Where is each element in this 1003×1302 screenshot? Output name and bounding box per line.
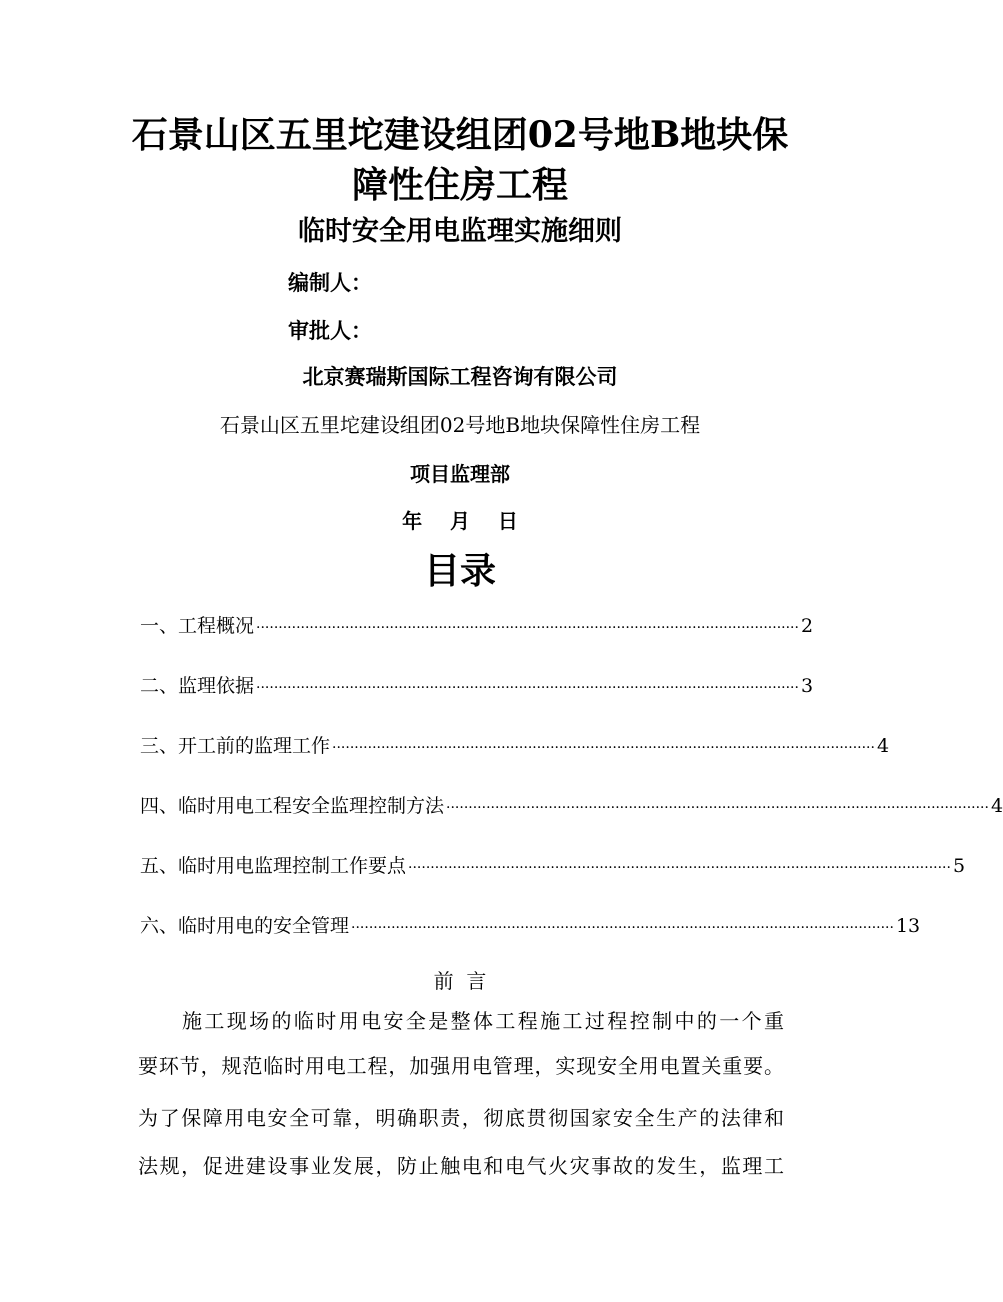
toc-item-page: 3 (800, 675, 814, 697)
toc-item-label: 三、开工前的监理工作 (140, 735, 331, 757)
toc-item[interactable] (140, 851, 966, 881)
toc-item[interactable] (140, 671, 814, 701)
toc-leader-dots: ·························································································································· (256, 620, 799, 636)
toc-item-label: 六、临时用电的安全管理 (140, 915, 350, 937)
document-subtitle: 临时安全用电监理实施细则 (298, 216, 622, 247)
document-title-line-2: 障性住房工程 (351, 164, 568, 206)
toc-item[interactable] (140, 911, 921, 941)
toc-item[interactable] (140, 791, 1003, 821)
toc-leader-dots: ·························································································································· (351, 920, 894, 936)
toc-item-page: 13 (895, 915, 921, 937)
toc-item-label: 五、临时用电监理控制工作要点 (140, 855, 407, 877)
document-date: 年 月 日 (402, 509, 518, 533)
document-title-line-1: 石景山区五里坨建设组团02号地B地块保 (131, 114, 789, 156)
toc-item-page: 4 (990, 795, 1003, 817)
preface-heading: 前 言 (433, 969, 487, 993)
toc-item[interactable] (140, 611, 814, 641)
department-name: 项目监理部 (410, 462, 510, 486)
toc-item-label: 四、临时用电工程安全监理控制方法 (140, 795, 445, 817)
approver-label: 审批人： (288, 318, 372, 343)
toc-leader-dots: ·························································································································· (332, 740, 875, 756)
toc-item-page: 4 (876, 735, 890, 757)
toc-heading: 目录 (423, 550, 496, 592)
toc-leader-dots: ·························································································································· (256, 680, 799, 696)
toc-item[interactable] (140, 731, 890, 761)
preface-paragraph-line: 施工现场的临时用电安全是整体工程施工过程控制中的一个重 (182, 1009, 784, 1033)
preface-paragraph-line: 法规，促进建设事业发展，防止触电和电气火灾事故的发生，监理工 (138, 1154, 784, 1178)
toc-item-page: 5 (952, 855, 966, 877)
company-name: 北京赛瑞斯国际工程咨询有限公司 (302, 364, 618, 389)
toc-leader-dots: ·························································································································· (408, 860, 951, 876)
project-name: 石景山区五里坨建设组团02号地B地块保障性住房工程 (219, 413, 701, 437)
preface-paragraph-line: 要环节，规范临时用电工程，加强用电管理，实现安全用电置关重要。 (138, 1054, 784, 1078)
toc-item-label: 二、监理依据 (140, 675, 255, 697)
preface-paragraph-line: 为了保障用电安全可靠，明确职责，彻底贯彻国家安全生产的法律和 (138, 1106, 784, 1130)
toc-item-page: 2 (800, 615, 814, 637)
toc-item-label: 一、工程概况 (140, 615, 255, 637)
toc-leader-dots: ·························································································································· (446, 800, 989, 816)
compiler-label: 编制人： (288, 270, 372, 295)
